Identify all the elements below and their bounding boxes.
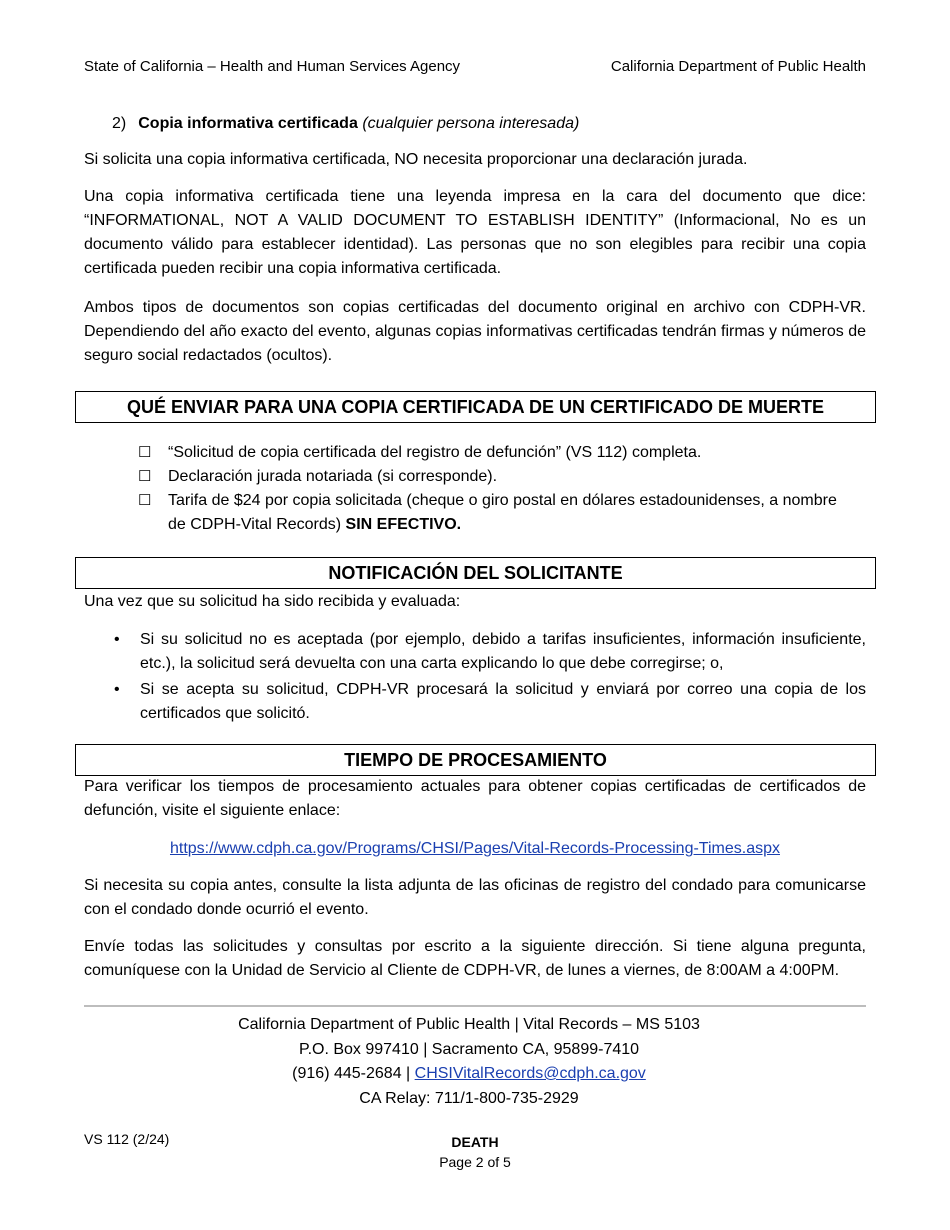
form-type: DEATH	[451, 1134, 499, 1150]
section-heading-processing-time: TIEMPO DE PROCESAMIENTO	[75, 744, 876, 776]
checkbox-icon: ☐	[138, 444, 152, 461]
item-informational-copy	[112, 114, 579, 134]
item-subtitle: (cualquier persona interesada)	[362, 115, 580, 132]
section-heading-notification: NOTIFICACIÓN DEL SOLICITANTE	[75, 557, 876, 589]
form-number: VS 112 (2/24)	[84, 1131, 170, 1147]
what-to-send-checklist	[138, 441, 838, 537]
paragraph-informational-legend: Una copia informativa certificada tiene una leyenda impresa en la cara del documento que dice: “INFORMATIONAL, NOT A VALID DOCUMENT TO ESTABLISH IDENTITY” (Informacional, No es un documento válido para establecer identidad). Las personas que no son elegibles para recibir una copia certificada pueden recibir una copia informativa certificada.	[84, 188, 866, 277]
contact-address	[0, 1013, 938, 1111]
bullet-icon: •	[114, 631, 120, 648]
notification-bullets	[112, 628, 866, 728]
processing-times-link-wrap	[0, 838, 950, 860]
footer-divider	[84, 1005, 866, 1007]
processing-times-link[interactable]: https://www.cdph.ca.gov/Programs/CHSI/Pages/Vital-Records-Processing-Times.aspx	[169, 840, 780, 857]
checklist-item	[138, 441, 838, 465]
paragraph-county-offices: Si necesita su copia antes, consulte la lista adjunta de las oficinas de registro del condado para comunicarse con el condado donde ocurrió el evento.	[84, 877, 866, 918]
header-department: California Department of Public Health	[610, 58, 866, 75]
bullet-text: Si su solicitud no es aceptada (por ejemplo, debido a tarifas insuficientes, información insuficiente, etc.), la solicitud será devuelta con una carta explicando lo que debe corregirse; o,	[140, 631, 866, 672]
footer-contact-line	[0, 1062, 938, 1087]
checklist-item	[138, 489, 838, 537]
footer-po-box: P.O. Box 997410 | Sacramento CA, 95899-7410	[298, 1040, 640, 1058]
footer-relay: CA Relay: 711/1-800-735-2929	[359, 1089, 579, 1107]
bullet-text: Si se acepta su solicitud, CDPH-VR procesará la solicitud y enviará por correo una copia de los certificados que solicitó.	[140, 681, 866, 722]
checklist-item-text: Tarifa de $24 por copia solicitada (cheque o giro postal en dólares estadounidenses, a nombre de CDPH-Vital Records)	[168, 492, 837, 533]
footer-phone: (916) 445-2684 |	[292, 1065, 411, 1082]
section-heading-what-to-send: QUÉ ENVIAR PARA UNA COPIA CERTIFICADA DE UN CERTIFICADO DE MUERTE	[75, 391, 876, 423]
processing-intro: Para verificar los tiempos de procesamiento actuales para obtener copias certificadas de certificados de defunción, visite el siguiente enlace:	[84, 778, 866, 819]
footer-email-link[interactable]: CHSIVitalRecords@cdph.ca.gov	[414, 1065, 646, 1082]
footer-department-line: California Department of Public Health | Vital Records – MS 5103	[238, 1016, 700, 1033]
paragraph-both-types: Ambos tipos de documentos son copias certificadas del documento original en archivo con CDPH-VR. Dependiendo del año exacto del evento, algunas copias informativas certificadas tendrán firmas y números de seguro social redactados (ocultos).	[84, 299, 866, 364]
bullet-icon: •	[114, 681, 120, 698]
checklist-item-text: Declaración jurada notariada (si corresponde).	[168, 468, 498, 485]
paragraph-send-requests: Envíe todas las solicitudes y consultas por escrito a la siguiente dirección. Si tiene alguna pregunta, comuníquese con la Unidad de Servicio al Cliente de CDPH-VR, de lunes a viernes, de 8:00AM a 4:00PM.	[84, 938, 866, 979]
checklist-item	[138, 465, 838, 489]
bullet-item	[112, 678, 866, 726]
checkbox-icon: ☐	[138, 468, 152, 485]
header-agency: State of California – Health and Human Services Agency	[84, 58, 461, 75]
page-number: Page 2 of 5	[439, 1154, 511, 1170]
item-title: Copia informativa certificada	[138, 115, 358, 132]
notification-intro: Una vez que su solicitud ha sido recibida y evaluada:	[84, 593, 461, 610]
checkbox-icon: ☐	[138, 492, 152, 509]
checklist-item-text: “Solicitud de copia certificada del registro de defunción” (VS 112) completa.	[168, 444, 702, 461]
item-number: 2)	[112, 115, 127, 132]
bullet-item	[112, 628, 866, 676]
no-cash-note: SIN EFECTIVO.	[345, 516, 462, 533]
paragraph-no-affidavit: Si solicita una copia informativa certificada, NO necesita proporcionar una declaración jurada.	[84, 151, 748, 168]
